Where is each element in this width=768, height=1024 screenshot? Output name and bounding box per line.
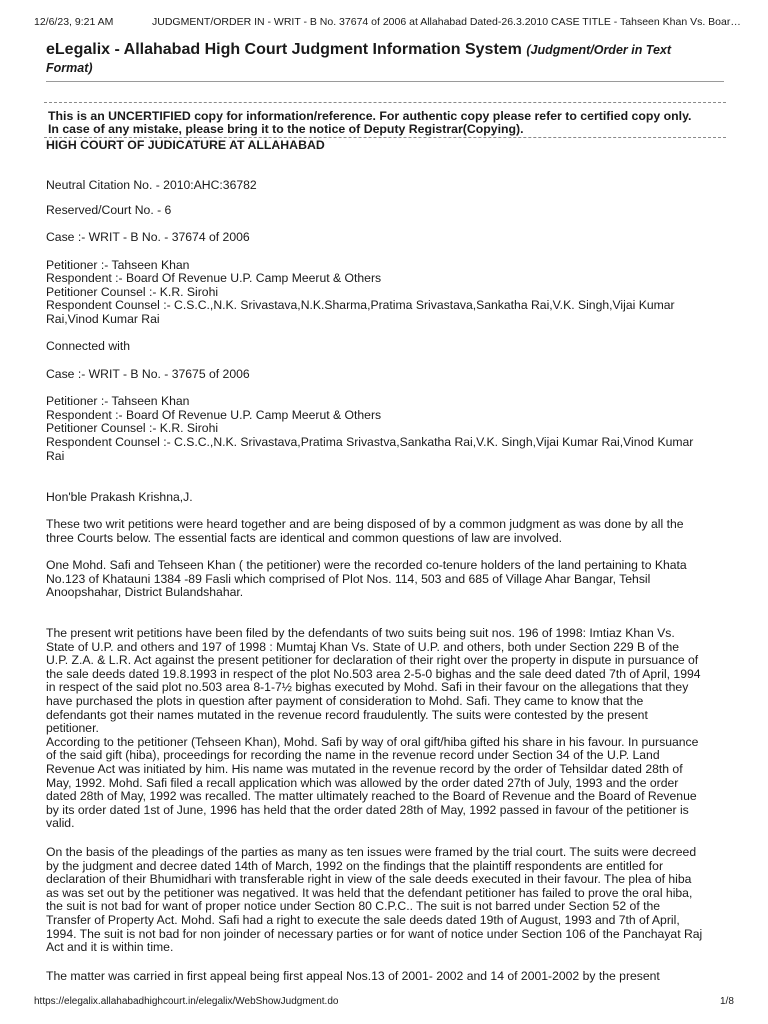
- paragraph-line: the sale deeds dated 19.8.1993 in respect of the plot No.503 area 2-5-0 bighas and the sale deed dated 7th of April, 1994: [46, 666, 701, 681]
- print-header: [0, 15, 768, 29]
- respondent-2: Respondent :- Board Of Revenue U.P. Camp Meerut & Others: [46, 408, 382, 422]
- paragraph-line: in respect of the said plot no.503 area 8-1-7½ bighas executed by Mohd. Safi in their favour on the allegations that they: [46, 680, 689, 695]
- respondent-counsel: Respondent Counsel :- C.S.C.,N.K. Srivastava,N.K.Sharma,Pratima Srivastava,Sankatha Rai,V.K. Singh,Vijai Kumar: [46, 298, 675, 312]
- petitioner-counsel-2: Petitioner Counsel :- K.R. Sirohi: [46, 421, 219, 435]
- paragraph-line: On the basis of the pleadings of the parties as many as ten issues were framed by the trial court. The suits were decreed: [46, 845, 697, 859]
- paragraph-line: No.123 of Khatauni 1384 -89 Fasli which comprised of Plot Nos. 114, 503 and 685 of Village Ahar Bangar, Tehsil: [46, 571, 651, 586]
- paragraph-line: Transfer of Property Act. Mohd. Safi had a right to execute the sale deeds dated 19th of August, 1993 and 7th of April,: [46, 912, 680, 927]
- print-date: 12/6/23, 9:21 AM: [34, 16, 114, 28]
- paragraph-line: as was set out by the petitioner was negatived. It was held that the defendant petitioner has failed to prove the oral hiba,: [46, 885, 693, 900]
- paragraph-line: of the said gift (hiba), proceedings for recording the name in the revenue record under Section 34 of the U.P. Land: [46, 748, 660, 763]
- paragraph-line: According to the petitioner (Tehseen Khan), Mohd. Safi by way of oral gift/hiba gifted his share in his favour. In pursuance: [46, 734, 699, 749]
- paragraph-line: by the judgment and decree dated 14th of March, 1992 on the findings that the plaintiff respondents are entitled for: [46, 858, 664, 873]
- paragraph-line: State of U.P. and others and 197 of 1998 : Mumtaj Khan Vs. State of U.P. and others, both under Section 229 B of the: [46, 639, 680, 654]
- footer-page-number: 1/8: [720, 996, 734, 1007]
- paragraph-line: petitioner.: [46, 721, 99, 736]
- paragraph-3: [46, 627, 726, 831]
- respondent-counsel-cont: Rai,Vinod Kumar Rai: [46, 312, 160, 326]
- paragraph-line: U.P. Z.A. & L.R. Act against the present petitioner for declaration of their right over the property in dispute in pursuance of: [46, 653, 699, 668]
- paragraph-line: defendants got their names mutated in the revenue record fraudulently. The suits were contested by the present: [46, 707, 648, 722]
- petitioner-counsel: Petitioner Counsel :- K.R. Sirohi: [46, 285, 219, 299]
- court-name: HIGH COURT OF JUDICATURE AT ALLAHABAD: [46, 138, 325, 152]
- connected-with: Connected with: [46, 339, 131, 353]
- notice-line-2: In case of any mistake, please bring it to the notice of Deputy Registrar(Copying).: [48, 122, 524, 136]
- case-number: Case :- WRIT - B No. - 37674 of 2006: [46, 230, 250, 244]
- paragraph-line: by its order dated 1st of June, 1996 has held that the order dated 28th of May, 1992 passed in favour of the petitioner is: [46, 802, 689, 817]
- paragraph-line: declaration of their Bhumidhari with transferable right in view of the sale deeds executed in their favour. The plea of hiba: [46, 872, 692, 887]
- paragraph-line: The present writ petitions have been filed by the defendants of two suits being suit nos. 196 of 1998: Imtiaz Khan Vs.: [46, 626, 675, 640]
- paragraph-2: [46, 559, 726, 600]
- paragraph-line: May, 1992. Mohd. Safi filed a recall application which was allowed by the order dated 27th of July, 1993 and the order: [46, 775, 679, 790]
- paragraph-line: Revenue Act was initiated by him. His name was mutated in the revenue record by the order of Tehsildar dated 28th of: [46, 761, 683, 776]
- paragraph-line: three Courts below. The essential facts are identical and common questions of law are involved.: [46, 530, 562, 545]
- respondent-counsel-2-cont: Rai: [46, 449, 65, 463]
- print-page-title: JUDGMENT/ORDER IN - WRIT - B No. 37674 of 2006 at Allahabad Dated-26.3.2010 CASE TITLE - Tahseen Khan Vs. Boar…: [152, 16, 741, 28]
- site-title: [46, 41, 736, 59]
- notice-line-1: This is an UNCERTIFIED copy for information/reference. For authentic copy please refer to certified copy only.: [48, 109, 692, 123]
- reserved-court-no: Reserved/Court No. - 6: [46, 203, 172, 217]
- paragraph-line: have purchased the plots in question after payment of consideration to Mohd. Safi. They came to know that the: [46, 693, 644, 708]
- site-title-main: eLegalix - Allahabad High Court Judgment Information System: [46, 41, 522, 58]
- paragraph-line: dated 28th of May, 1992 was recalled. The matter ultimately reached to the Board of Revenue and the Board of Revenue: [46, 789, 697, 804]
- paragraph-5: [46, 970, 726, 984]
- petitioner: Petitioner :- Tahseen Khan: [46, 258, 190, 272]
- site-subtitle-continued: Format): [46, 61, 93, 75]
- respondent-counsel-2: Respondent Counsel :- C.S.C.,N.K. Srivastava,Pratima Srivastva,Sankatha Rai,V.K. Singh,Vijai Kumar Rai,Vinod Kumar: [46, 435, 694, 449]
- paragraph-4: [46, 846, 726, 955]
- case-number-2: Case :- WRIT - B No. - 37675 of 2006: [46, 367, 250, 381]
- respondent: Respondent :- Board Of Revenue U.P. Camp Meerut & Others: [46, 271, 382, 285]
- site-subtitle: (Judgment/Order in Text: [526, 43, 672, 57]
- paragraph-line: Anoopshahar, District Bulandshahar.: [46, 585, 244, 600]
- title-divider: [46, 81, 724, 82]
- petitioner-2: Petitioner :- Tahseen Khan: [46, 394, 190, 408]
- judge-name: Hon'ble Prakash Krishna,J.: [46, 490, 193, 504]
- footer-url: https://elegalix.allahabadhighcourt.in/elegalix/WebShowJudgment.do: [34, 996, 339, 1007]
- paragraph-line: One Mohd. Safi and Tehseen Khan ( the petitioner) were the recorded co-tenure holders of the land pertaining to Khata: [46, 558, 687, 572]
- neutral-citation: Neutral Citation No. - 2010:AHC:36782: [46, 178, 257, 192]
- paragraph-line: These two writ petitions were heard together and are being disposed of by a common judgment as was done by all the: [46, 517, 684, 531]
- paragraph-line: 1994. The suit is not bad for non joinder of necessary parties or for want of notice under Section 106 of the Panchayat Raj: [46, 926, 703, 941]
- paragraph-line: The matter was carried in first appeal being first appeal Nos.13 of 2001- 2002 and 14 of 2001-2002 by the present: [46, 969, 660, 983]
- paragraph-line: Act and it is within time.: [46, 940, 174, 955]
- paragraph-1: [46, 518, 726, 545]
- paragraph-line: valid.: [46, 816, 75, 831]
- paragraph-line: the suit is not bad for want of proper notice under Section 80 C.P.C.. The suit is not barred under Section 52 of the: [46, 899, 661, 914]
